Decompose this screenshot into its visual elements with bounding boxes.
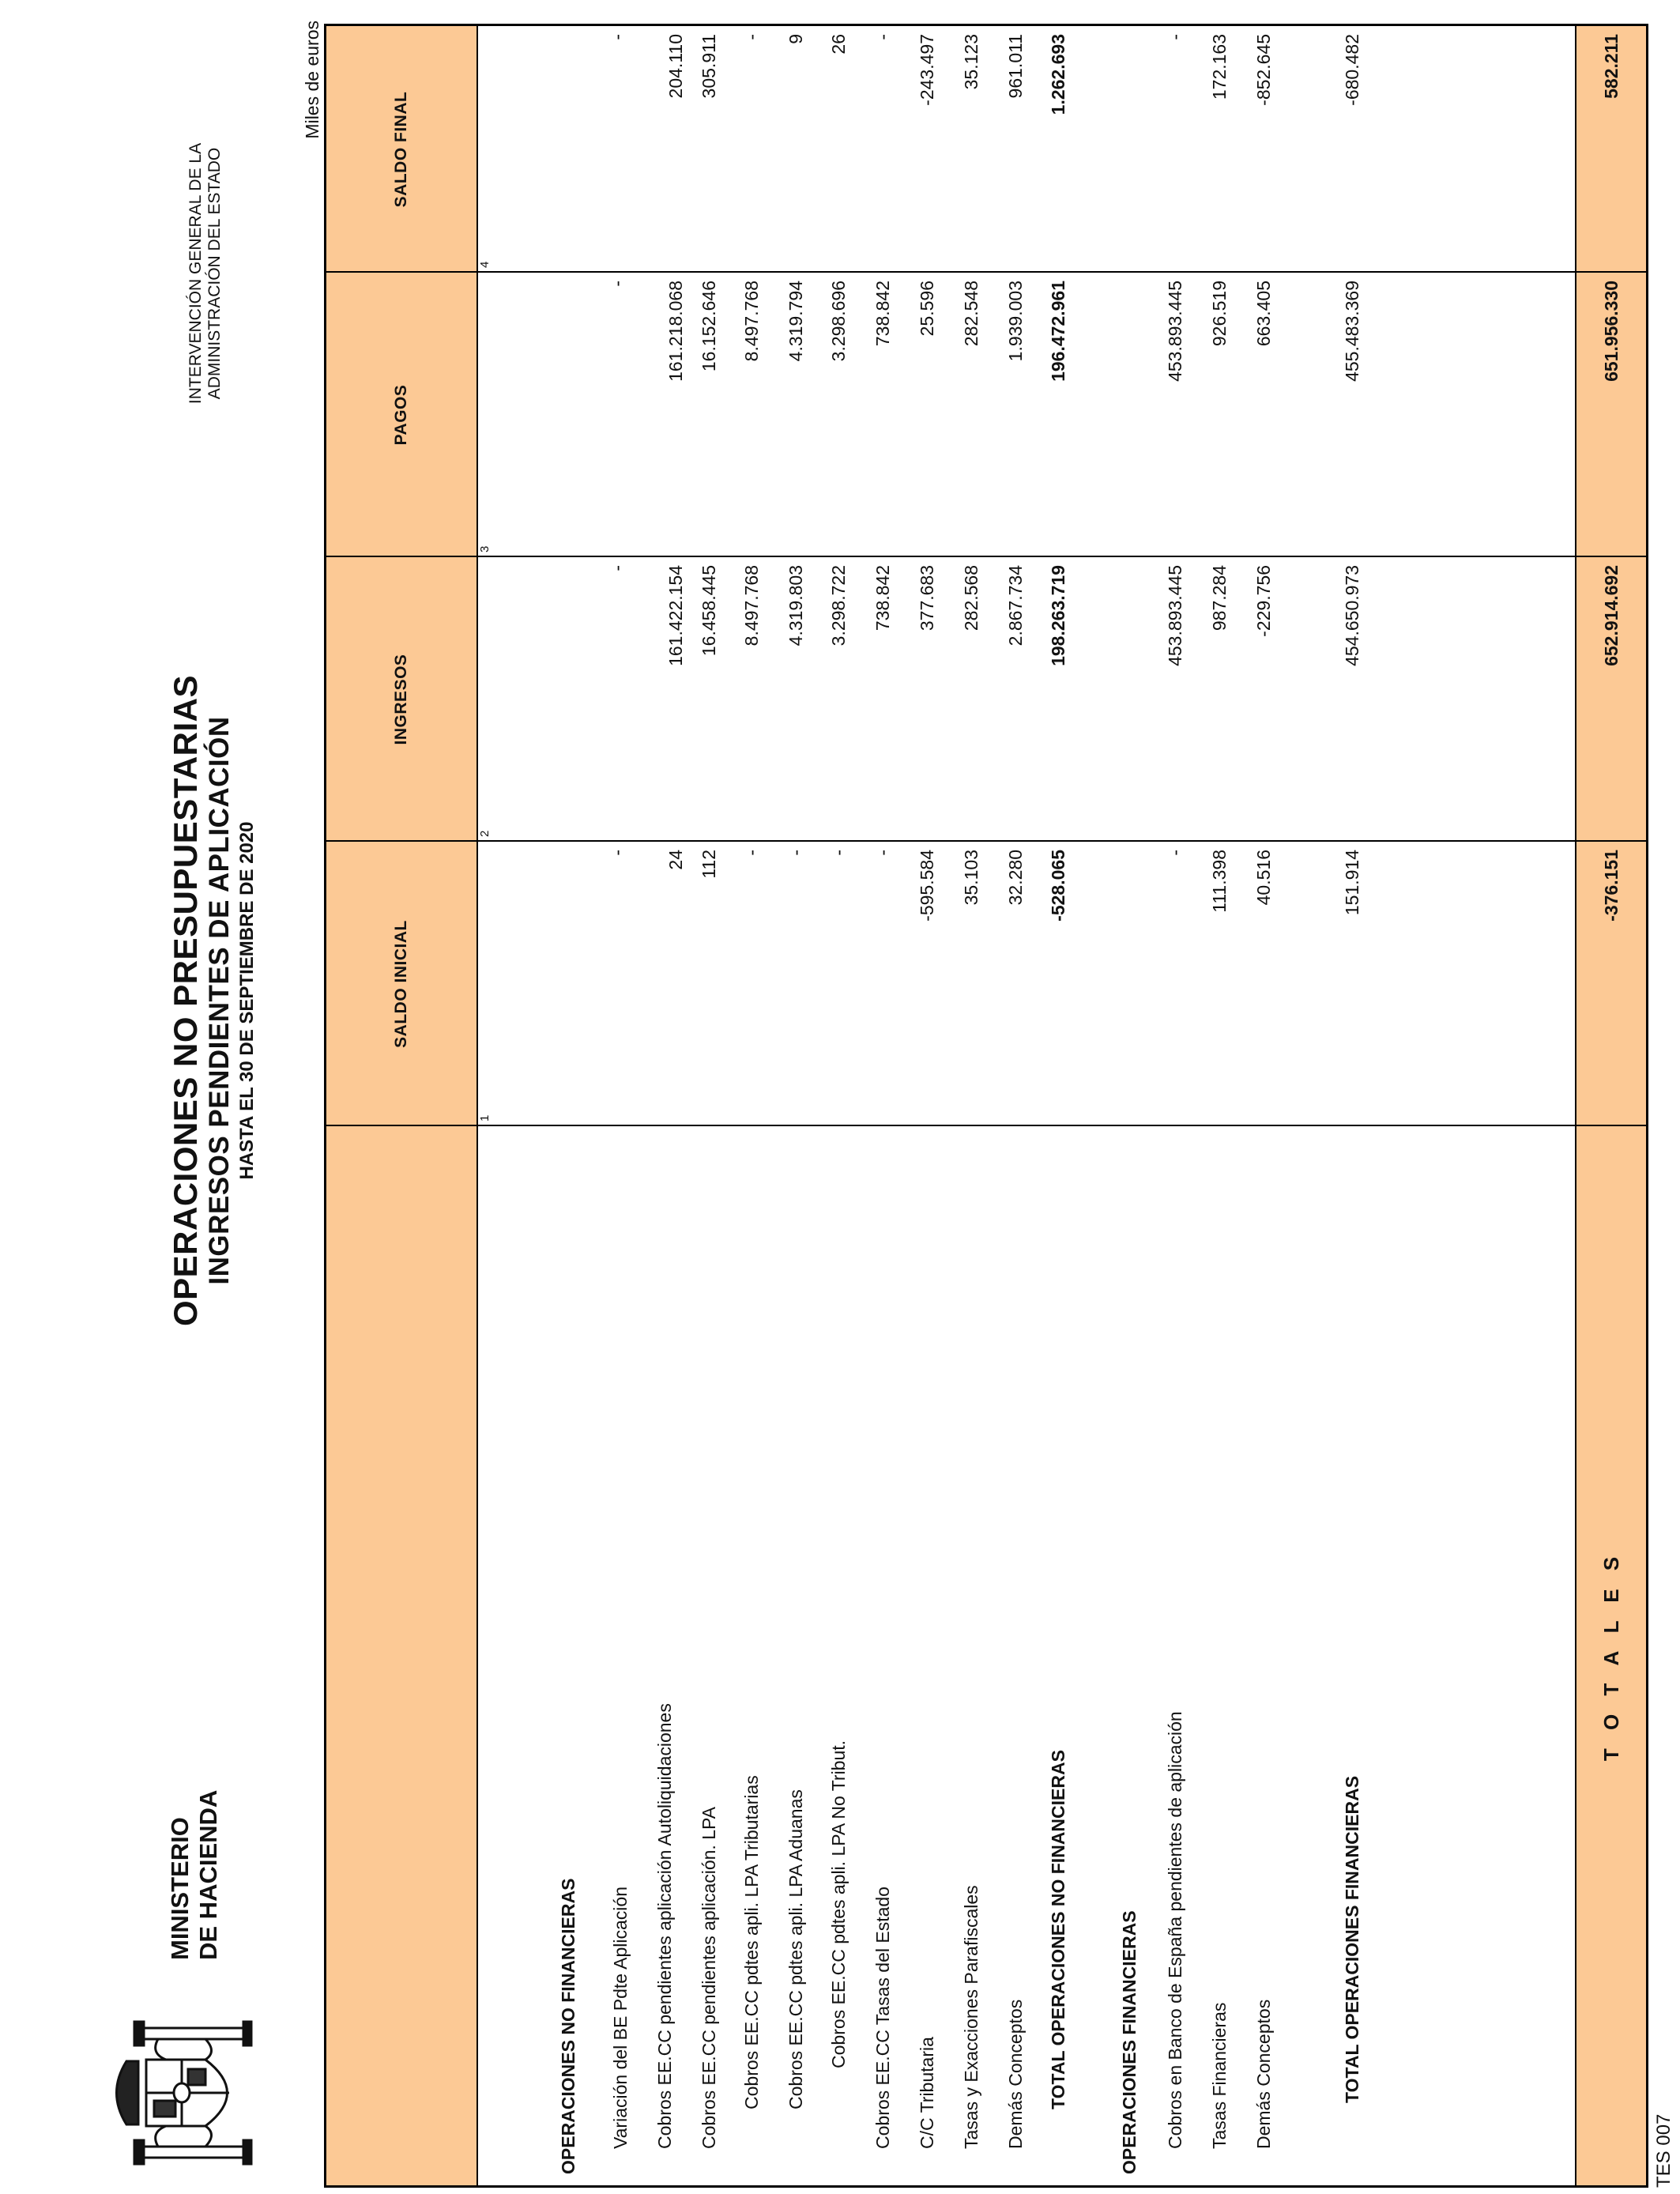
totals-cell: 652.914.692: [1601, 565, 1622, 666]
table-cell: 282.568: [961, 565, 981, 631]
row-label: Cobros EE.CC Tasas del Estado: [872, 1887, 893, 2149]
table-cell: 35.123: [961, 34, 981, 90]
table-cell: -: [1165, 850, 1185, 856]
table-cell: 16.152.646: [699, 281, 719, 372]
table-cell: 35.103: [961, 850, 981, 906]
row-label: TOTAL OPERACIONES NO FINANCIERAS: [1048, 1750, 1068, 2109]
row-label: OPERACIONES FINANCIERAS: [1119, 1910, 1139, 2174]
totals-cell: -376.151: [1601, 850, 1622, 922]
totals-label: T O T A L E S: [1599, 1550, 1623, 1762]
table-cell: -: [785, 850, 806, 856]
column-divider: [326, 1125, 1646, 1126]
table-cell: -680.482: [1342, 34, 1362, 106]
row-label: Tasas Financieras: [1209, 2002, 1230, 2149]
table-cell: 111.398: [1209, 850, 1230, 913]
units-label: Miles de euros: [302, 21, 322, 139]
table-cell: 32.280: [1005, 850, 1026, 906]
title-main: OPERACIONES NO PRESUPUESTARIAS: [167, 675, 204, 1327]
table-cell: 196.472.961: [1048, 281, 1068, 382]
table-cell: 455.483.369: [1342, 281, 1362, 382]
data-table: [324, 24, 1648, 2188]
table-cell: -528.065: [1048, 850, 1068, 922]
table-cell: 2.867.734: [1005, 565, 1026, 647]
table-cell: -: [607, 565, 627, 571]
row-label: Cobros EE.CC pendientes aplicación Autoliquidaciones: [654, 1703, 675, 2149]
table-cell: 8.497.768: [741, 565, 762, 647]
table-cell: -: [828, 850, 849, 856]
igae-line-1: INTERVENCIÓN GENERAL DE LA: [186, 142, 205, 405]
table-cell: 26: [828, 34, 849, 55]
row-label: Tasas y Exacciones Parafiscales: [961, 1885, 981, 2149]
table-cell: 454.650.973: [1342, 565, 1362, 666]
row-label: Demás Conceptos: [1005, 1999, 1026, 2149]
table-cell: 204.110: [665, 34, 686, 99]
table-cell: -: [1165, 34, 1185, 40]
table-cell: -: [872, 34, 893, 40]
table-cell: 282.548: [961, 281, 981, 347]
header-rule: [477, 26, 478, 2185]
table-cell: -243.497: [917, 34, 937, 106]
coat-of-arms-icon: [111, 2006, 269, 2180]
column-header: INGRESOS: [392, 654, 410, 745]
column-header: PAGOS: [392, 384, 410, 446]
column-divider: [326, 840, 1646, 842]
table-cell: 305.911: [699, 34, 719, 99]
table-cell: 987.284: [1209, 565, 1230, 631]
table-cell: 4.319.803: [785, 565, 806, 647]
table-cell: 4.319.794: [785, 281, 806, 362]
footer-code: TES 007: [1653, 2113, 1674, 2188]
table-cell: 926.519: [1209, 281, 1230, 347]
column-number: 1: [478, 1114, 492, 1122]
row-label: OPERACIONES NO FINANCIERAS: [558, 1878, 578, 2174]
table-cell: -: [607, 34, 627, 40]
table-cell: 161.218.068: [665, 281, 686, 382]
column-header: SALDO FINAL: [392, 91, 410, 208]
table-cell: 377.683: [917, 565, 937, 631]
ministry-name: [166, 1790, 223, 1960]
table-cell: 961.011: [1005, 34, 1026, 99]
column-number: 3: [478, 545, 492, 552]
column-number: 4: [478, 261, 492, 268]
table-cell: -: [872, 850, 893, 856]
column-divider: [326, 556, 1646, 557]
ministry-line-2: DE HACIENDA: [194, 1789, 222, 1960]
column-number: 2: [478, 830, 492, 837]
row-label: Cobros en Banco de España pendientes de aplicación: [1165, 1711, 1185, 2149]
table-cell: 8.497.768: [741, 281, 762, 362]
table-cell: -: [607, 850, 627, 856]
table-cell: 16.458.445: [699, 565, 719, 657]
table-cell: 453.893.445: [1165, 281, 1185, 382]
table-cell: 663.405: [1253, 281, 1274, 347]
row-label: Cobros EE.CC pdtes apli. LPA Aduanas: [785, 1789, 806, 2109]
table-cell: 1.939.003: [1005, 281, 1026, 362]
table-cell: -: [741, 34, 762, 40]
table-cell: 25.596: [917, 281, 937, 337]
report-title: [168, 645, 259, 1356]
ministry-line-1: MINISTERIO: [166, 1817, 194, 1960]
header-band-label: [326, 1126, 477, 2185]
row-label: Cobros EE.CC pdtes apli. LPA Tributarias: [741, 1775, 762, 2109]
table-cell: 3.298.696: [828, 281, 849, 362]
table-cell: -: [607, 281, 627, 287]
table-cell: 172.163: [1209, 34, 1230, 100]
table-cell: 3.298.722: [828, 565, 849, 647]
table-cell: -: [741, 850, 762, 856]
column-header: SALDO INICIAL: [392, 920, 410, 1048]
row-label: Demás Conceptos: [1253, 1999, 1274, 2149]
totals-cell: 582.211: [1601, 34, 1622, 99]
column-divider: [326, 271, 1646, 273]
table-cell: 738.842: [872, 565, 893, 631]
row-label: TOTAL OPERACIONES FINANCIERAS: [1342, 1775, 1362, 2103]
table-cell: -595.584: [917, 850, 937, 922]
igae-name: [186, 68, 224, 479]
table-cell: 151.914: [1342, 850, 1362, 916]
title-date: HASTA EL 30 DE SEPTIEMBRE DE 2020: [236, 821, 258, 1180]
table-cell: 1.262.693: [1048, 34, 1068, 115]
title-subtitle: INGRESOS PENDIENTES DE APLICACIÓN: [204, 716, 235, 1285]
table-cell: 161.422.154: [665, 565, 686, 666]
row-label: Variación del BE Pdte Aplicación: [610, 1887, 631, 2149]
totals-cell: 651.956.330: [1601, 281, 1622, 382]
table-cell: 198.263.719: [1048, 565, 1068, 666]
table-cell: 453.893.445: [1165, 565, 1185, 666]
row-label: Cobros EE.CC pendientes aplicación. LPA: [699, 1807, 719, 2149]
table-cell: 40.516: [1253, 850, 1274, 906]
row-label: Cobros EE.CC pdtes apli. LPA No Tribut.: [828, 1740, 849, 2068]
table-cell: 9: [785, 34, 806, 44]
table-cell: -852.645: [1253, 34, 1274, 106]
row-label: C/C Tributaria: [917, 2037, 937, 2149]
igae-line-2: ADMINISTRACIÓN DEL ESTADO: [205, 147, 224, 400]
table-cell: -229.756: [1253, 565, 1274, 637]
table-cell: 112: [699, 850, 719, 879]
table-cell: 24: [665, 850, 686, 870]
table-cell: 738.842: [872, 281, 893, 347]
